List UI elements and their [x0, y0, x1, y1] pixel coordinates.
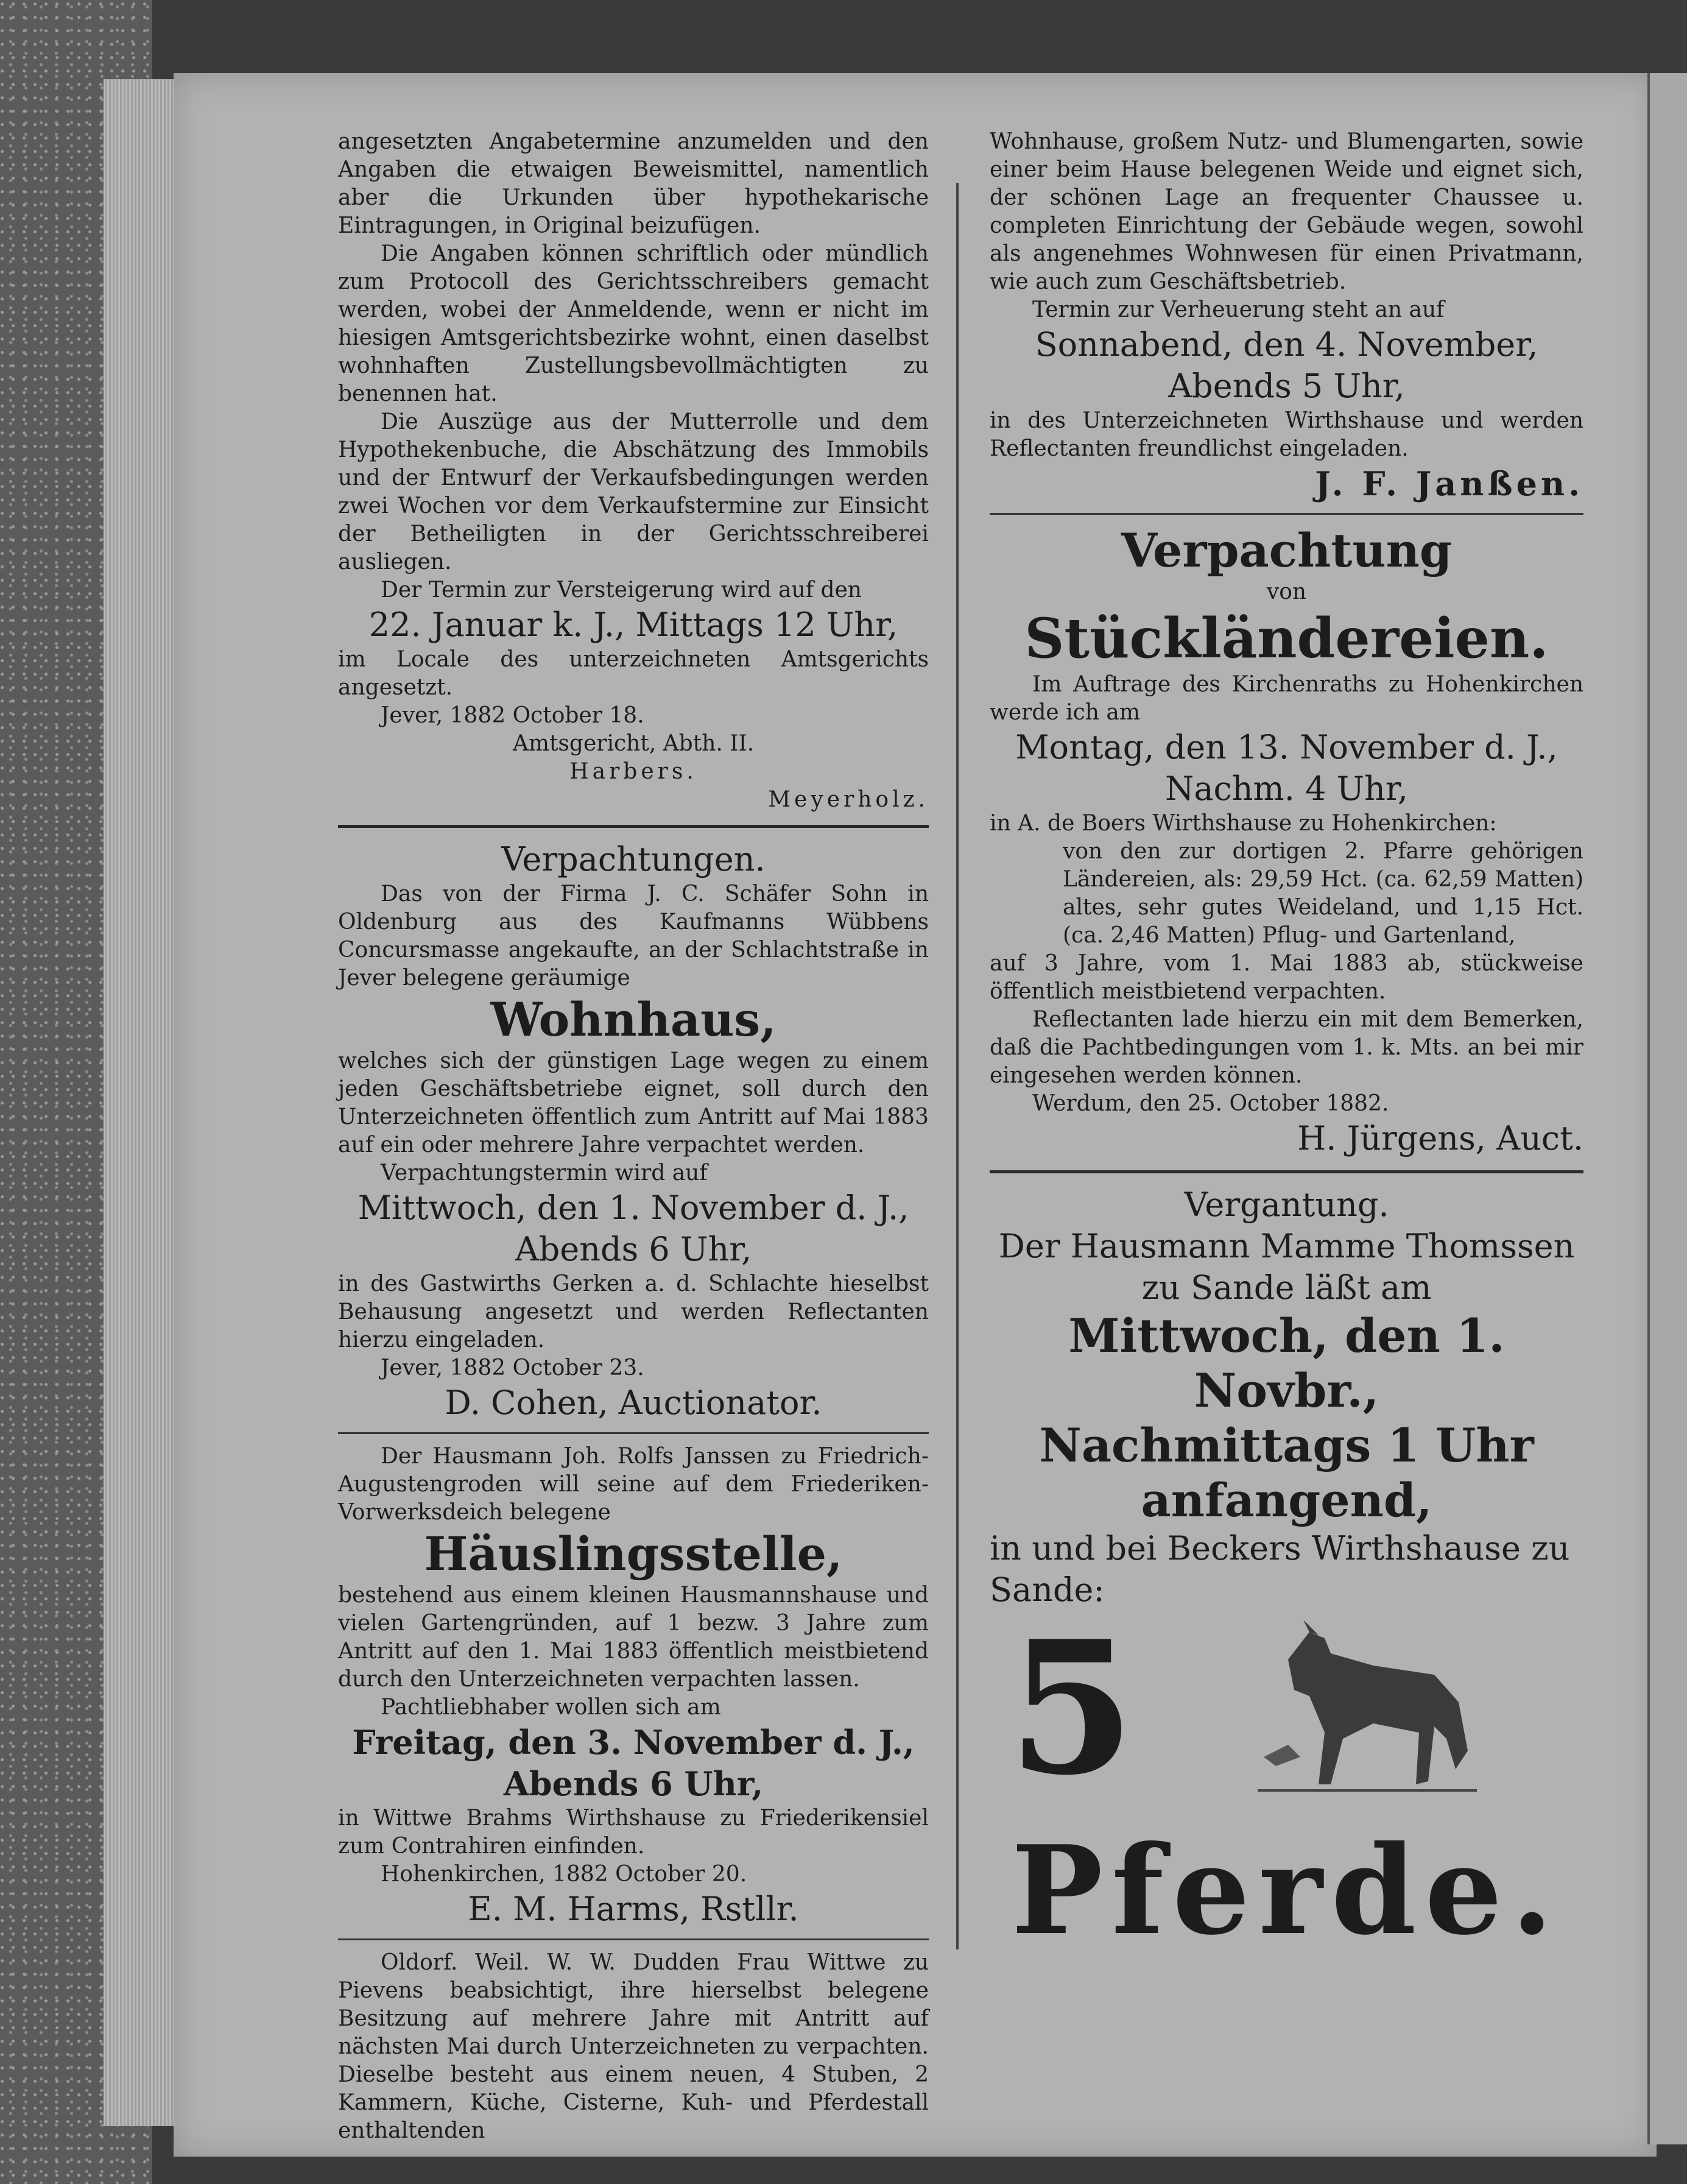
paragraph: von den zur dortigen 2. Pfarre gehörigen Ländereien, als: 29,59 Hct. (ca. 62,59 Matten) altes, sehr gutes Weideland, und 1,15 Hct. (ca. 2,46 Matten) Pflug- und Gartenland,: [1063, 839, 1583, 948]
page-stack: [104, 79, 177, 2126]
signature: D. Cohen, Auctionator.: [445, 1384, 822, 1422]
paragraph: Im Auftrage des Kirchenraths zu Hohenkirchen werde ich am: [990, 672, 1583, 725]
signature: H. Jürgens, Auct.: [1297, 1119, 1583, 1157]
ad-time: Nachmittags 1 Uhr: [1039, 1418, 1534, 1472]
paragraph: in des Gastwirths Gerken a. d. Schlachte hieselbst Behausung angesetzt und werden Reflectanten hierzu eingeladen.: [338, 1271, 929, 1352]
ad-object: Pferde.: [1011, 1819, 1562, 1962]
auction-date: 22. Januar k. J., Mittags 12 Uhr,: [368, 606, 898, 644]
ad-time: Abends 6 Uhr,: [515, 1230, 752, 1268]
ad-date: Sonnabend, den 4. November,: [1035, 325, 1538, 364]
paragraph: Pachtliebhaber wollen sich am: [381, 1695, 721, 1720]
clerk-signature: Meyerholz.: [768, 787, 929, 812]
paragraph: angesetzten Angabetermine anzumelden und den Angaben die etwaigen Beweismittel, namentlich aber die Urkunden über hypothekarische Eintragungen, in Original beizufügen.: [338, 129, 929, 238]
ad-heading: Verpachtungen.: [501, 840, 766, 878]
divider: [338, 1938, 929, 1940]
paragraph: auf 3 Jahre, vom 1. Mai 1883 ab, stückweise öffentlich meistbietend verpachten.: [990, 951, 1583, 1004]
ad-date: Montag, den 13. November d. J.,: [1015, 728, 1558, 766]
paragraph: Reflectanten lade hierzu ein mit dem Bemerken, daß die Pachtbedingungen vom 1. k. Mts. an bei mir eingesehen werden können.: [990, 1007, 1583, 1088]
ad-heading: Vergantung.: [1184, 1186, 1389, 1224]
paragraph: Die Angaben können schriftlich oder mündlich zum Protocoll des Gerichtsschreibers gemacht werden, wobei der Anmeldende, wenn er nicht im hiesigen Amtsgerichtsbezirke wohnt, einen daselbst wohnhaften Zustellungsbevollmächtigten zu benennen hat.: [338, 241, 929, 406]
place-date: Hohenkirchen, 1882 October 20.: [381, 1862, 747, 1887]
place-date: Werdum, den 25. October 1882.: [1032, 1091, 1389, 1116]
ad-heading: Verpachtung: [1121, 523, 1453, 578]
paragraph: in A. de Boers Wirthshause zu Hohenkirchen:: [990, 811, 1497, 836]
ad-date: Freitag, den 3. November d. J.,: [352, 1723, 915, 1762]
ad-time: Abends 5 Uhr,: [1168, 367, 1405, 405]
ad-object: Häuslingsstelle,: [424, 1527, 843, 1581]
place-date: Jever, 1882 October 18.: [381, 703, 644, 728]
right-column: [990, 128, 1583, 1962]
divider: [990, 1170, 1583, 1173]
paragraph: Verpachtungstermin wird auf: [381, 1161, 708, 1186]
paragraph: Wohnhause, großem Nutz- und Blumengarten, sowie einer beim Hause belegenen Weide und eignet sich, der schönen Lage an frequenter Chaussee u. completen Einrichtung der Gebäude wegen, sowohl als angenehmes Wohnwesen für einen Privatmann, wie auch zum Geschäftsbetrieb.: [990, 129, 1583, 294]
paragraph: Der Hausmann Mamme Thomssen zu Sande läßt am: [998, 1227, 1575, 1307]
ad-time: Nachm. 4 Uhr,: [1165, 769, 1408, 808]
ad-von: von: [1266, 579, 1307, 604]
ad-date: Mittwoch, den 1. Novbr.,: [1068, 1309, 1505, 1418]
paragraph: welches sich der günstigen Lage wegen zu einem jeden Geschäftsbetriebe eignet, soll durch den Unterzeichneten öffentlich zum Antritt auf Mai 1883 auf ein oder mehrere Jahre verpachtet werden.: [338, 1048, 929, 1157]
judge-signature: Harbers.: [569, 759, 697, 784]
ad-time: anfangend,: [1141, 1473, 1432, 1527]
paragraph: Termin zur Verheuerung steht an auf: [1032, 297, 1445, 322]
paragraph: in des Unterzeichneten Wirthshause und werden Reflectanten freundlichst eingeladen.: [990, 408, 1583, 461]
divider: [990, 513, 1583, 515]
horse-illustration-icon: [1252, 1617, 1483, 1800]
next-page-edge: [1647, 73, 1687, 2144]
paragraph: Der Termin zur Versteigerung wird auf den: [381, 578, 862, 603]
paragraph: Die Auszüge aus der Mutterrolle und dem Hypothekenbuche, die Abschätzung des Immobils und der Entwurf der Verkaufsbedingungen werden zwei Wochen vor dem Verkaufstermine zur Einsicht der Betheiligten in der Gerichtsschreiberei ausliegen.: [338, 409, 929, 574]
signature: E. M. Harms, Rstllr.: [468, 1890, 799, 1928]
ad-date: Mittwoch, den 1. November d. J.,: [357, 1189, 909, 1227]
horse-count: 5: [1008, 1600, 1135, 1815]
divider: [338, 825, 929, 828]
paragraph: bestehend aus einem kleinen Hausmannshause und vielen Gartengründen, auf 1 bezw. 3 Jahre zum Antritt auf den 1. Mai 1883 öffentlich meistbietend durch den Unterzeichneten verpachten lassen.: [338, 1583, 929, 1692]
left-column: [338, 128, 929, 2145]
divider: [338, 1432, 929, 1434]
place-date: Jever, 1882 October 23.: [381, 1355, 644, 1380]
paragraph: Oldorf. Weil. W. W. Dudden Frau Wittwe zu Pievens beabsichtigt, ihre hierselbst belegene Besitzung auf mehrere Jahre mit Antritt auf nächsten Mai durch Unterzeichneten zu verpachten. Dieselbe besteht aus einem neuen, 4 Stuben, 2 Kammern, Küche, Cisterne, Kuh- und Pferdestall enthaltenden: [338, 1950, 929, 2143]
court-name: Amtsgericht, Abth. II.: [512, 731, 755, 756]
paragraph: Das von der Firma J. C. Schäfer Sohn in Oldenburg aus des Kaufmanns Wübbens Concursmasse angekaufte, an der Schlachtstraße in Jever belegene geräumige: [338, 882, 929, 991]
paragraph: im Locale des unterzeichneten Amtsgerichts angesetzt.: [338, 647, 929, 700]
column-divider: [956, 183, 959, 1949]
ad-object: Stückländereien.: [1024, 606, 1549, 671]
paragraph: in und bei Beckers Wirthshause zu Sande:: [990, 1529, 1570, 1609]
signature: J. F. Janßen.: [1315, 464, 1583, 503]
paragraph: in Wittwe Brahms Wirthshause zu Friederikensiel zum Contrahiren einfinden.: [338, 1806, 929, 1859]
horse-ad-graphic: [990, 1600, 1583, 1818]
paragraph: Der Hausmann Joh. Rolfs Janssen zu Friedrich-Augustengroden will seine auf dem Friederiken-Vorwerksdeich belegene: [338, 1444, 929, 1525]
ad-object: Wohnhaus,: [490, 992, 777, 1047]
ad-time: Abends 6 Uhr,: [503, 1764, 764, 1803]
